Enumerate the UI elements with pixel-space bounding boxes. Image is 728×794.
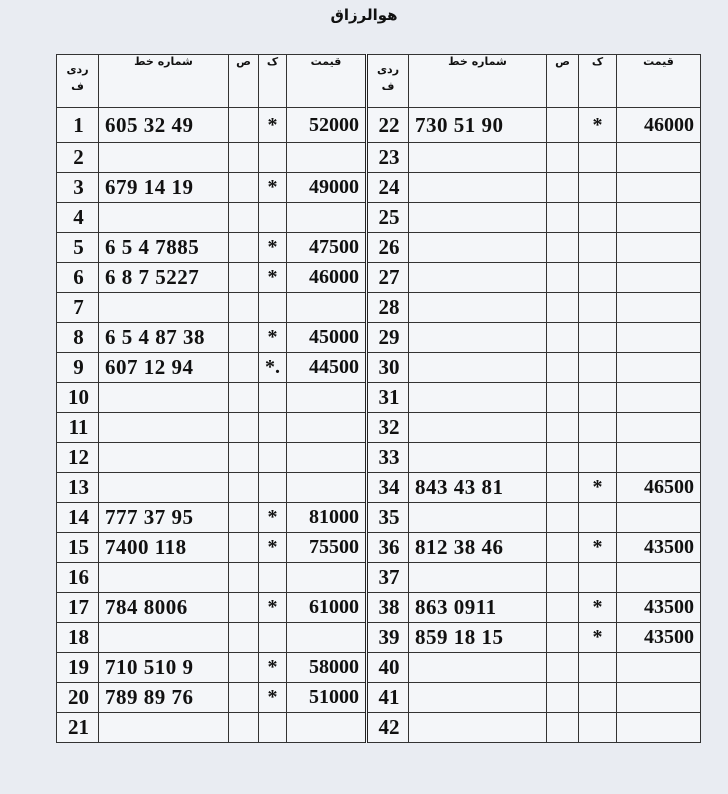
row-number-cell: 26 — [367, 233, 409, 263]
row-number-cell: 16 — [57, 563, 99, 593]
price-cell — [617, 503, 701, 533]
price-cell — [287, 413, 367, 443]
k-mark-cell: * — [259, 108, 287, 143]
price-cell: 46500 — [617, 473, 701, 503]
row-number-cell: 1 — [57, 108, 99, 143]
line-number-cell: 710 510 9 — [99, 653, 229, 683]
price-cell: 43500 — [617, 623, 701, 653]
k-mark-cell: * — [259, 503, 287, 533]
k-mark-cell: * — [259, 323, 287, 353]
s-cell — [547, 503, 579, 533]
table-row — [57, 563, 701, 593]
price-cell — [617, 203, 701, 233]
table-row — [57, 533, 701, 563]
k-mark-cell — [259, 203, 287, 233]
table-row — [57, 143, 701, 173]
line-number-cell: 843 43 81 — [409, 473, 547, 503]
s-cell — [229, 353, 259, 383]
header-row-number: ردی ف — [57, 55, 99, 108]
price-cell: 46000 — [617, 108, 701, 143]
line-number-cell — [409, 683, 547, 713]
line-number-cell — [99, 623, 229, 653]
line-number-cell — [409, 443, 547, 473]
header-row-number: ردی ف — [367, 55, 409, 108]
s-cell — [547, 173, 579, 203]
price-cell: 52000 — [287, 108, 367, 143]
line-number-cell: 863 0911 — [409, 593, 547, 623]
k-mark-cell — [259, 713, 287, 743]
table-row — [57, 323, 701, 353]
price-cell — [617, 173, 701, 203]
s-cell — [547, 353, 579, 383]
row-number-cell: 30 — [367, 353, 409, 383]
k-mark-cell — [579, 383, 617, 413]
k-mark-cell: * — [259, 593, 287, 623]
row-number-cell: 22 — [367, 108, 409, 143]
s-cell — [547, 683, 579, 713]
line-number-cell — [99, 563, 229, 593]
row-number-cell: 35 — [367, 503, 409, 533]
header-line-number: شماره خط — [99, 55, 229, 108]
line-number-cell: 730 51 90 — [409, 108, 547, 143]
s-cell — [229, 563, 259, 593]
row-number-cell: 20 — [57, 683, 99, 713]
s-cell — [547, 263, 579, 293]
s-cell — [547, 323, 579, 353]
row-number-cell: 28 — [367, 293, 409, 323]
row-number-cell: 36 — [367, 533, 409, 563]
s-cell — [229, 653, 259, 683]
k-mark-cell — [579, 263, 617, 293]
header-line-number: شماره خط — [409, 55, 547, 108]
s-cell — [547, 143, 579, 173]
s-cell — [547, 533, 579, 563]
price-cell — [287, 293, 367, 323]
table-row — [57, 473, 701, 503]
line-number-cell: 679 14 19 — [99, 173, 229, 203]
row-number-cell: 31 — [367, 383, 409, 413]
line-number-cell — [99, 143, 229, 173]
table-row — [57, 383, 701, 413]
k-mark-cell: * — [259, 173, 287, 203]
table-body — [57, 108, 701, 743]
price-cell — [287, 713, 367, 743]
line-number-cell: 7400 118 — [99, 533, 229, 563]
line-number-cell — [409, 383, 547, 413]
k-mark-cell — [579, 353, 617, 383]
price-cell — [617, 353, 701, 383]
s-cell — [547, 108, 579, 143]
row-number-cell: 15 — [57, 533, 99, 563]
k-mark-cell — [579, 653, 617, 683]
price-cell — [287, 203, 367, 233]
table-row — [57, 593, 701, 623]
line-number-cell — [409, 143, 547, 173]
s-cell — [547, 203, 579, 233]
price-cell — [617, 713, 701, 743]
s-cell — [547, 293, 579, 323]
row-number-cell: 8 — [57, 323, 99, 353]
line-number-cell — [409, 413, 547, 443]
s-cell — [229, 203, 259, 233]
price-cell — [617, 683, 701, 713]
s-cell — [229, 623, 259, 653]
line-number-cell — [409, 563, 547, 593]
k-mark-cell: * — [579, 473, 617, 503]
k-mark-cell — [259, 443, 287, 473]
k-mark-cell: * — [579, 593, 617, 623]
s-cell — [547, 713, 579, 743]
s-cell — [229, 143, 259, 173]
price-cell — [287, 473, 367, 503]
k-mark-cell — [579, 293, 617, 323]
line-number-cell — [99, 443, 229, 473]
row-number-cell: 11 — [57, 413, 99, 443]
row-number-cell: 33 — [367, 443, 409, 473]
line-number-cell: 777 37 95 — [99, 503, 229, 533]
s-cell — [547, 473, 579, 503]
s-cell — [229, 473, 259, 503]
price-cell: 75500 — [287, 533, 367, 563]
price-cell — [287, 443, 367, 473]
s-cell — [229, 413, 259, 443]
s-cell — [229, 263, 259, 293]
line-number-cell — [409, 203, 547, 233]
s-cell — [229, 443, 259, 473]
table-row — [57, 293, 701, 323]
line-number-cell: 6 5 4 87 38 — [99, 323, 229, 353]
row-number-cell: 14 — [57, 503, 99, 533]
line-number-cell: 812 38 46 — [409, 533, 547, 563]
line-number-cell — [409, 233, 547, 263]
k-mark-cell: * — [259, 233, 287, 263]
k-mark-cell — [259, 473, 287, 503]
line-number-cell — [409, 173, 547, 203]
k-mark-cell: * — [259, 263, 287, 293]
table-row — [57, 713, 701, 743]
row-number-cell: 40 — [367, 653, 409, 683]
row-number-cell: 29 — [367, 323, 409, 353]
row-number-cell: 12 — [57, 443, 99, 473]
line-number-cell: 789 89 76 — [99, 683, 229, 713]
header-s: ص — [547, 55, 579, 108]
price-cell: 49000 — [287, 173, 367, 203]
s-cell — [229, 593, 259, 623]
price-cell — [617, 143, 701, 173]
header-k: ک — [579, 55, 617, 108]
s-cell — [547, 233, 579, 263]
s-cell — [547, 383, 579, 413]
row-number-cell: 13 — [57, 473, 99, 503]
line-number-cell — [409, 263, 547, 293]
price-cell — [617, 653, 701, 683]
k-mark-cell — [259, 143, 287, 173]
table-row — [57, 623, 701, 653]
line-number-cell — [99, 383, 229, 413]
table-row — [57, 233, 701, 263]
line-number-cell — [99, 713, 229, 743]
k-mark-cell — [259, 383, 287, 413]
table-row — [57, 353, 701, 383]
s-cell — [229, 713, 259, 743]
k-mark-cell — [579, 173, 617, 203]
price-cell: 44500 — [287, 353, 367, 383]
line-number-cell — [409, 293, 547, 323]
k-mark-cell: * — [579, 533, 617, 563]
s-cell — [229, 173, 259, 203]
price-cell: 46000 — [287, 263, 367, 293]
line-number-cell: 607 12 94 — [99, 353, 229, 383]
line-number-cell: 6 8 7 5227 — [99, 263, 229, 293]
row-number-cell: 5 — [57, 233, 99, 263]
k-mark-cell — [579, 233, 617, 263]
s-cell — [229, 683, 259, 713]
s-cell — [547, 623, 579, 653]
row-number-cell: 21 — [57, 713, 99, 743]
s-cell — [229, 233, 259, 263]
row-number-cell: 6 — [57, 263, 99, 293]
k-mark-cell — [579, 413, 617, 443]
price-cell — [617, 263, 701, 293]
line-number-cell — [99, 203, 229, 233]
row-number-cell: 4 — [57, 203, 99, 233]
s-cell — [229, 293, 259, 323]
row-number-cell: 7 — [57, 293, 99, 323]
row-number-cell: 38 — [367, 593, 409, 623]
line-number-cell — [409, 713, 547, 743]
price-cell — [617, 563, 701, 593]
line-number-cell: 605 32 49 — [99, 108, 229, 143]
line-number-cell: 784 8006 — [99, 593, 229, 623]
header-s: ص — [229, 55, 259, 108]
s-cell — [547, 413, 579, 443]
k-mark-cell: * — [259, 653, 287, 683]
price-cell — [287, 563, 367, 593]
price-cell — [617, 413, 701, 443]
row-number-cell: 42 — [367, 713, 409, 743]
row-number-cell: 37 — [367, 563, 409, 593]
price-cell: 43500 — [617, 533, 701, 563]
s-cell — [229, 323, 259, 353]
k-mark-cell — [579, 503, 617, 533]
line-number-cell — [409, 503, 547, 533]
line-number-cell — [99, 473, 229, 503]
k-mark-cell — [579, 713, 617, 743]
price-cell: 81000 — [287, 503, 367, 533]
header-k: ک — [259, 55, 287, 108]
price-cell: 45000 — [287, 323, 367, 353]
price-cell — [617, 233, 701, 263]
table-row — [57, 653, 701, 683]
price-cell — [287, 143, 367, 173]
s-cell — [547, 593, 579, 623]
row-number-cell: 18 — [57, 623, 99, 653]
table-row — [57, 413, 701, 443]
s-cell — [229, 503, 259, 533]
line-number-cell — [99, 293, 229, 323]
k-mark-cell: * — [579, 623, 617, 653]
row-number-cell: 2 — [57, 143, 99, 173]
row-number-cell: 19 — [57, 653, 99, 683]
row-number-cell: 32 — [367, 413, 409, 443]
k-mark-cell — [259, 413, 287, 443]
k-mark-cell — [579, 443, 617, 473]
k-mark-cell — [579, 203, 617, 233]
price-cell — [617, 293, 701, 323]
price-cell — [617, 323, 701, 353]
k-mark-cell — [579, 683, 617, 713]
s-cell — [547, 563, 579, 593]
s-cell — [229, 108, 259, 143]
table-row — [57, 263, 701, 293]
price-cell: 58000 — [287, 653, 367, 683]
row-number-cell: 27 — [367, 263, 409, 293]
header-price: قیمت — [617, 55, 701, 108]
k-mark-cell: * — [259, 533, 287, 563]
table-row — [57, 503, 701, 533]
page-title: هوالرزاق — [330, 6, 398, 24]
s-cell — [229, 533, 259, 563]
price-cell: 61000 — [287, 593, 367, 623]
k-mark-cell — [579, 143, 617, 173]
k-mark-cell — [259, 293, 287, 323]
row-number-cell: 24 — [367, 173, 409, 203]
price-cell: 43500 — [617, 593, 701, 623]
price-cell — [617, 383, 701, 413]
row-number-cell: 25 — [367, 203, 409, 233]
k-mark-cell: * — [259, 683, 287, 713]
line-number-cell — [409, 353, 547, 383]
s-cell — [547, 443, 579, 473]
row-number-cell: 3 — [57, 173, 99, 203]
line-number-cell — [99, 413, 229, 443]
line-number-cell: 859 18 15 — [409, 623, 547, 653]
table-row — [57, 108, 701, 143]
table-row — [57, 203, 701, 233]
row-number-cell: 23 — [367, 143, 409, 173]
line-number-cell — [409, 653, 547, 683]
row-number-cell: 39 — [367, 623, 409, 653]
price-cell — [617, 443, 701, 473]
row-number-cell: 41 — [367, 683, 409, 713]
k-mark-cell: *. — [259, 353, 287, 383]
header-row — [57, 55, 701, 108]
header-price: قیمت — [287, 55, 367, 108]
row-number-cell: 9 — [57, 353, 99, 383]
k-mark-cell: * — [579, 108, 617, 143]
price-cell: 51000 — [287, 683, 367, 713]
price-cell — [287, 383, 367, 413]
k-mark-cell — [259, 623, 287, 653]
table-row — [57, 683, 701, 713]
price-cell: 47500 — [287, 233, 367, 263]
line-number-cell: 6 5 4 7885 — [99, 233, 229, 263]
phone-number-price-table — [56, 54, 701, 743]
s-cell — [547, 653, 579, 683]
table-row — [57, 443, 701, 473]
price-cell — [287, 623, 367, 653]
line-number-cell — [409, 323, 547, 353]
k-mark-cell — [579, 563, 617, 593]
s-cell — [229, 383, 259, 413]
row-number-cell: 34 — [367, 473, 409, 503]
row-number-cell: 17 — [57, 593, 99, 623]
k-mark-cell — [579, 323, 617, 353]
row-number-cell: 10 — [57, 383, 99, 413]
table-row — [57, 173, 701, 203]
k-mark-cell — [259, 563, 287, 593]
